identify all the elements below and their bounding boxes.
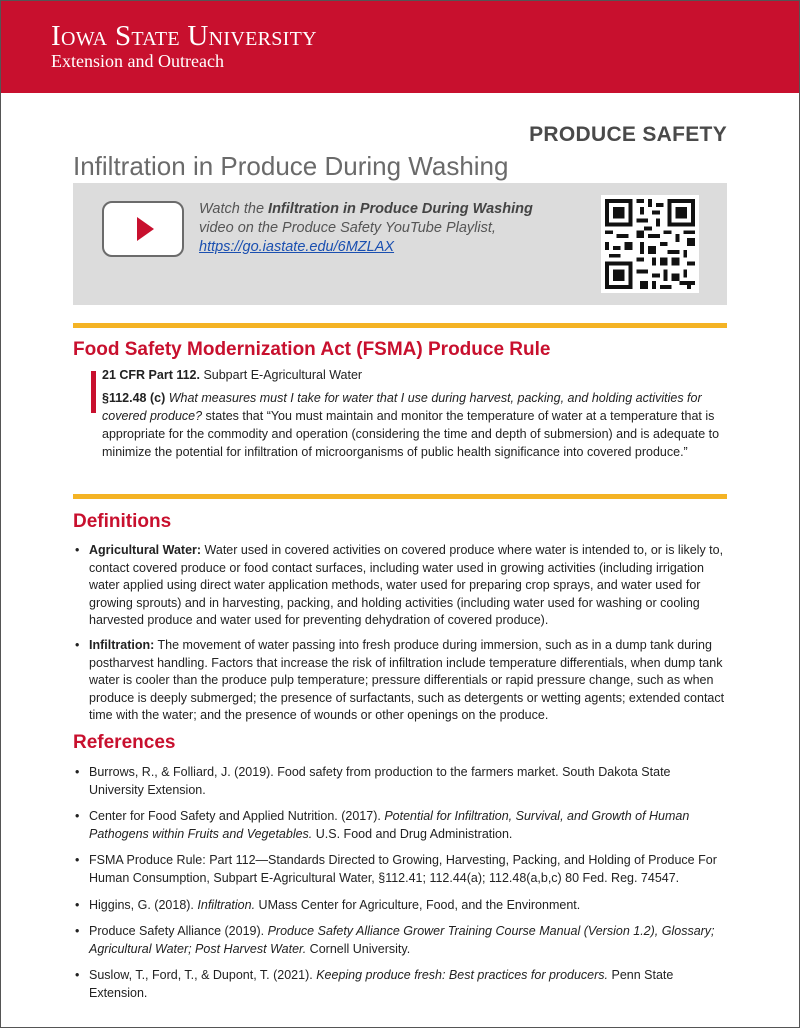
section-label: §112.48 (c) (102, 391, 166, 405)
header-banner (1, 1, 799, 93)
definitions-heading: Definitions (73, 511, 172, 532)
video-text-suffix: video on the Produce Safety YouTube Playlist, (199, 220, 496, 236)
section-question: What measures must I take for water that I use during harvest, packing, and holding activities for covered produce? (102, 391, 702, 423)
video-description (199, 200, 569, 257)
list-item: • FSMA Produce Rule: Part 112—Standards Directed to Growing, Harvesting, Packing, and Holding of Produce For Human Consumption, Subpart E-Agricultural Water, §112.41; 112.44(a); 112.48(a,b,c) 80 Fed. Reg. 74547. (73, 852, 727, 887)
category-label: PRODUCE SAFETY (529, 123, 727, 146)
definition-text: Water used in covered activities on covered produce where water is intended to, or is likely to, contact covered produce or food contact surfaces, including water used in growing activities (including irrigation water applied using direct water application methods, water used for preparing crop sprays, and water used for growing sprouts) and in harvesting, packing, and holding activities (including water used for washing or cooling harvested produce and water used for preventing dehydration of covered produce). (89, 543, 724, 628)
video-play-button[interactable] (102, 201, 184, 257)
list-item (73, 542, 727, 630)
references-list (73, 764, 727, 1012)
video-link[interactable]: https://go.iastate.edu/6MZLAX (199, 239, 395, 255)
list-item: • Burrows, R., & Folliard, J. (2019). Food safety from production to the farmers market. South Dakota State University Extension. (73, 764, 727, 799)
cfr-label: 21 CFR Part 112. (102, 368, 200, 382)
fsma-heading: Food Safety Modernization Act (FSMA) Produce Rule (73, 339, 551, 360)
list-item: • Center for Food Safety and Applied Nutrition. (2017). Potential for Infiltration, Survival, and Growth of Human Pathogens within Fruits and Vegetables. U.S. Food and Drug Administration. (73, 808, 727, 843)
cfr-citation (102, 368, 362, 382)
references-heading: References (73, 732, 176, 753)
list-item (73, 637, 727, 725)
cfr-subpart: Subpart E-Agricultural Water (199, 368, 363, 382)
section-divider (73, 494, 727, 499)
page-title: Infiltration in Produce During Washing (73, 151, 509, 181)
cfr-section-text (102, 389, 727, 461)
list-item: • Suslow, T., Ford, T., & Dupont, T. (2021). Keeping produce fresh: Best practices for producers. Penn State Extension. (73, 967, 727, 1002)
definition-text: The movement of water passing into fresh produce during immersion, such as in a dump tank during postharvest handling. Factors that increase the risk of infiltration include temperature differentials, when dump tank water is cooler than the produce pulp temperature; pressure differentials or rapid pressure change, such as when produce is deeply submerged; the presence of surfactants, such as detergents or wetting agents; extended contact time with the water; and the presence of wounds or other openings on the produce. (89, 637, 725, 723)
definitions-list (73, 542, 727, 732)
video-title: Infiltration in Produce During Washing (268, 201, 533, 217)
play-icon (137, 217, 154, 241)
qr-code-icon (601, 195, 699, 293)
video-text-prefix: Watch the (199, 201, 269, 217)
video-callout (73, 183, 727, 305)
section-statement: states that “You must maintain and monitor the temperature of water at a temperature that is appropriate for the commodity and operation (considering the time and depth of submersion) and is adequate to minimize the potential for infiltration of microorganisms of public health significance into covered produce.” (102, 409, 720, 459)
section-divider (73, 323, 727, 328)
accent-bar (91, 371, 96, 413)
university-logo-text: Iowa State University (51, 20, 317, 52)
list-item: • Higgins, G. (2018). Infiltration. UMass Center for Agriculture, Food, and the Environment. (73, 897, 727, 915)
list-item: • Produce Safety Alliance (2019). Produce Safety Alliance Grower Training Course Manual (Version 1.2), Glossary; Agricultural Water; Post Harvest Water. Cornell University. (73, 923, 727, 958)
definition-term: Agricultural Water: (89, 543, 202, 557)
unit-name: Extension and Outreach (51, 51, 224, 71)
definition-term: Infiltration: (89, 637, 155, 652)
